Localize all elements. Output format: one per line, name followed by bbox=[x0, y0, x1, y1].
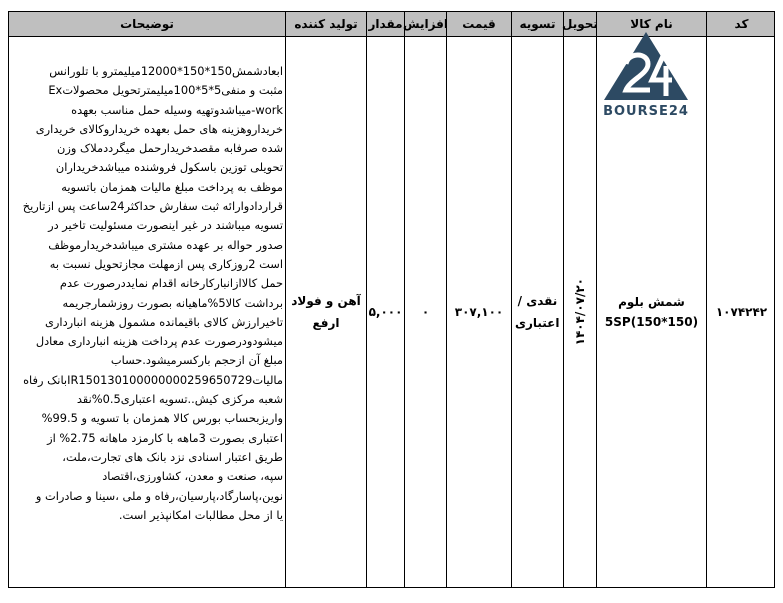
bourse24-logo-mark bbox=[596, 30, 696, 102]
header-product-name: نام کالا bbox=[630, 17, 673, 31]
header-description: توضیحات bbox=[120, 17, 174, 31]
code-value: ۱۰۷۴۲۴۲ bbox=[715, 305, 768, 319]
header-quantity: مقدار bbox=[368, 17, 403, 31]
header-code: کد bbox=[734, 17, 749, 31]
product-name-value: شمش بلوم (150*150)5SP bbox=[604, 295, 699, 329]
header-delivery: تحویل bbox=[562, 17, 598, 31]
delivery-cell bbox=[564, 37, 596, 587]
price-value: ۳۰۷,۱۰۰ bbox=[454, 305, 504, 319]
delivery-value: ۱۴۰۴/۰۷/۲۰ bbox=[573, 278, 587, 346]
settlement-cell bbox=[512, 37, 563, 587]
logo-text: BOURSE24 bbox=[603, 104, 689, 119]
code-cell bbox=[707, 37, 776, 587]
description-text: ابعادشمش150*150*12000میلیمترو با تلورانس مثبت و منفی5*5*100میلیمترتحویل محصولاتEx work-میباشدوتهیه وسیله حمل مناسب بعهده خریداروهزینه های حمل بعهده خریداروکالای خریداری شده صرفابه مقصدخریدارحمل میگرددملاک وزن تحویلی توزین باسکول فروشنده میباشدخریداران موظف به پرداخت مبلغ مالیات همزمان باتسویه قراردادوارائه ثبت سفارش حداکثر24ساعت پس ازتاریخ تسویه میباشند در غیر اینصورت مسئولیت تاخیر در صدور حواله بر عهده مشتری میباشدخریدارموظف است 2روزکاری پس ازمهلت مجازتحویل نسبت به حمل کالاازانبارکارخانه اقدام نمایددرصورت عدم برداشت کالا5%ماهیانه بصورت روزشمارجریمه تاخیرارزش کالای باقیمانده مشمول هزینه انبارداری میشودودرصورت عدم پرداخت هزینه انبارداری معادل مبلغ آن ازحجم بارکسرمیشود.حساب مالیاتIR150130100000000259650729بانک رفاه شعبه مرکزی کیش..تسویه اعتباری0.5%نقد واریزبحساب بورس کالا همزمان با تسویه و 99.5% اعتباری بصورت 3ماهه با کارمزد ماهانه 2.75% از طریق اعتبار اسنادی نزد بانک های تجارت،ملت، سپه، صنعت و معدن، کشاورزی،اقتصاد نوین،پاسارگاد،پارسیان،رفاه و ملی ،سینا و صادرات و یا از محل مطالبات امکانپذیر است. bbox=[22, 64, 283, 522]
header-increase: افزایش bbox=[402, 17, 449, 31]
quantity-cell bbox=[367, 37, 404, 587]
price-cell bbox=[447, 37, 511, 587]
quantity-value: ۵,۰۰۰ bbox=[368, 305, 403, 319]
increase-cell bbox=[405, 37, 446, 587]
header-producer: تولید کننده bbox=[294, 17, 358, 31]
producer-value: آهن و فولاد ارفع bbox=[291, 294, 361, 330]
bourse24-logo bbox=[596, 30, 696, 125]
header-price: قیمت bbox=[462, 17, 496, 31]
settlement-value: نقدی / اعتباری bbox=[514, 294, 560, 330]
producer-cell bbox=[286, 37, 366, 587]
increase-value: ۰ bbox=[421, 305, 430, 319]
header-settlement: تسویه bbox=[519, 17, 556, 31]
